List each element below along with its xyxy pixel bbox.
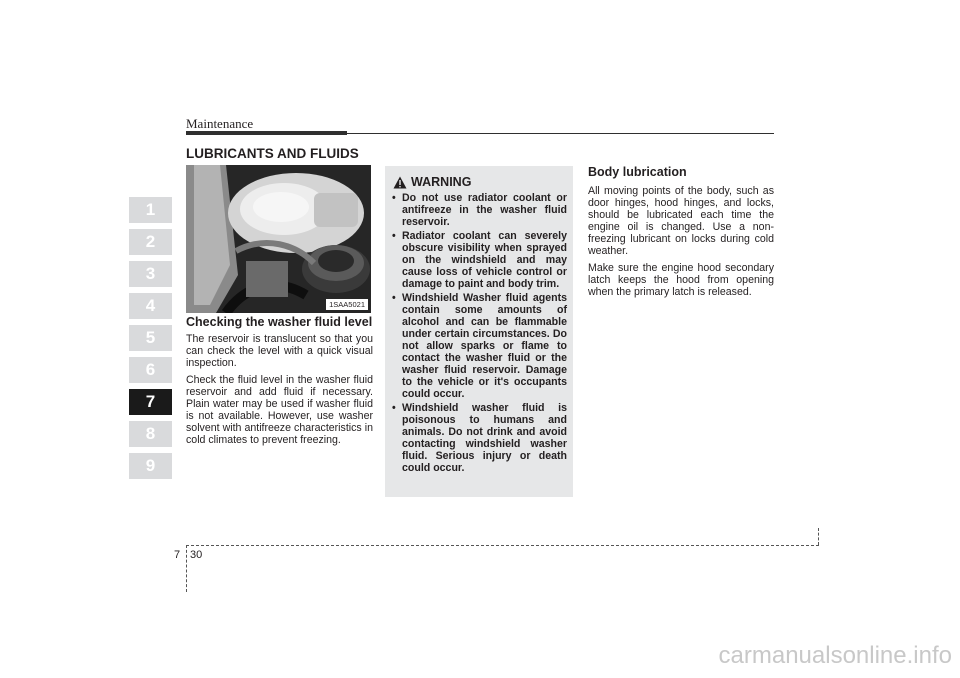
body-lubrication-paragraph-1: All moving points of the body, such as door hinges, hood hinges, and locks, should be lubricated each time the engine oil is changed. Use a non-freezing lubricant on locks during cold weather. [588,185,774,257]
header-bar [186,131,347,135]
body-lubrication-paragraph-2: Make sure the engine hood secondary latch keeps the hood from opening when the primary latch is released. [588,262,774,298]
chapter-tab-3[interactable]: 3 [129,261,172,287]
figure-code: 1SAA5021 [326,299,368,310]
chapter-tab-4[interactable]: 4 [129,293,172,319]
footer-chapter-number: 7 [174,549,181,561]
warning-title: WARNING [411,175,472,189]
body-lubrication-section [588,166,774,303]
warning-header [393,174,471,190]
warning-item: • Windshield Washer fluid agents contain some amounts of alcohol and can be flammable under certain circumstances. Do not allow sparks or flame to contact the washer fluid or the washer fluid reservoir. Damage to the vehicle or it's occupants could occur. [391,292,567,400]
footer-rule [186,545,819,546]
body-lubrication-heading: Body lubrication [588,165,687,179]
header-rule [347,133,774,134]
section-label: Maintenance [186,116,254,131]
watermark: carmanualsonline.info [718,642,952,669]
washer-fluid-heading: Checking the washer fluid level [186,315,373,329]
warning-list [391,192,567,476]
engine-bay-illustration [186,165,371,313]
washer-fluid-section [186,316,373,451]
chapter-tab-5[interactable]: 5 [129,325,172,351]
washer-fluid-paragraph-2: Check the fluid level in the washer fluid reservoir and add fluid if necessary. Plain water may be used if washer fluid is not available. However, use washer solvent with antifreeze characteristics in cold climates to prevent freezing. [186,374,373,446]
chapter-tab-6[interactable]: 6 [129,357,172,383]
footer-page-number: 30 [190,549,203,561]
washer-reservoir-photo [186,165,371,313]
washer-fluid-paragraph-1: The reservoir is translucent so that you can check the level with a quick visual inspection. [186,333,373,369]
footer-corner-mark [818,528,819,545]
warning-box [385,166,573,497]
chapter-tab-1[interactable]: 1 [129,197,172,223]
chapter-tab-9[interactable]: 9 [129,453,172,479]
warning-item: • Windshield washer fluid is poisonous to humans and animals. Do not drink and avoid contacting windshield washer fluid. Serious injury or death could occur. [391,402,567,474]
warning-item: • Radiator coolant can severely obscure visibility when sprayed on the windshield and may cause loss of vehicle control or damage to paint and body trim. [391,230,567,290]
chapter-tab-7[interactable]: 7 [129,389,172,415]
page-title: LUBRICANTS AND FLUIDS [186,146,359,161]
chapter-tab-2[interactable]: 2 [129,229,172,255]
chapter-tab-8[interactable]: 8 [129,421,172,447]
footer-divider [186,545,187,592]
warning-triangle-icon [393,176,407,189]
warning-item: • Do not use radiator coolant or antifreeze in the washer fluid reservoir. [391,192,567,228]
